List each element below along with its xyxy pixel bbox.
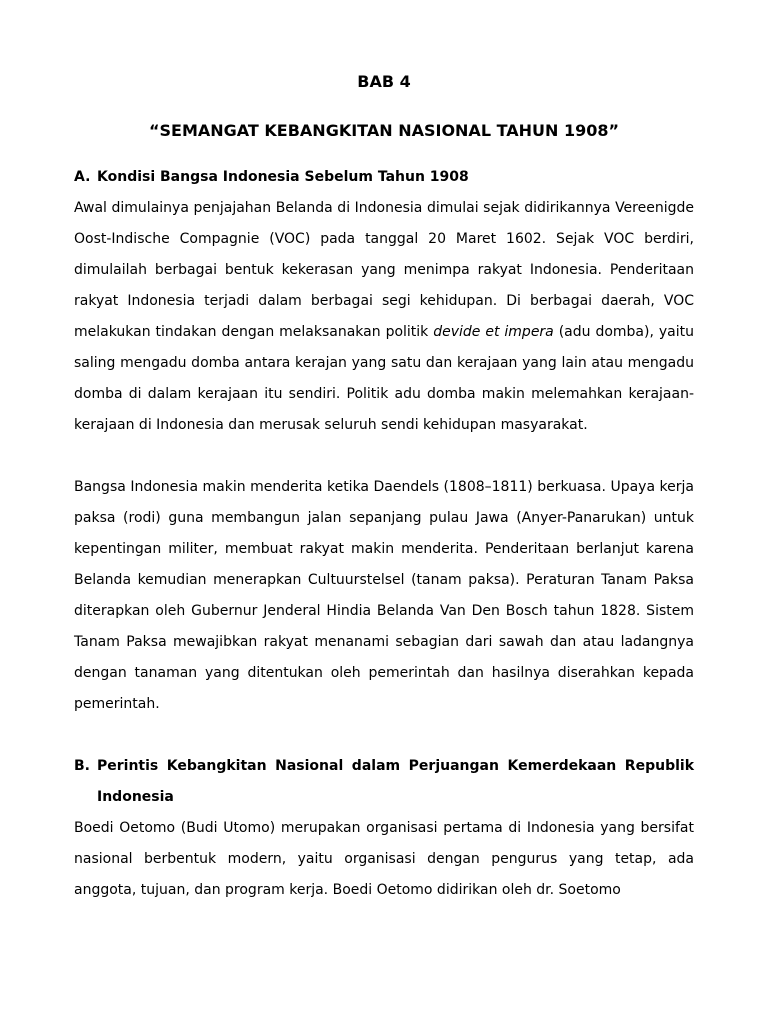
section-b-paragraph-1: Boedi Oetomo (Budi Utomo) merupakan organisasi pertama di Indonesia yang bersifat nasional berbentuk modern, yaitu organisasi dengan pengurus yang tetap, ada anggota, tujuan, dan program kerja. Boedi Oetomo didirikan oleh dr. Soetomo [74, 820, 694, 898]
chapter-title: “SEMANGAT KEBANGKITAN NASIONAL TAHUN 1908” [148, 121, 620, 140]
section-b-letter: B. [74, 758, 90, 774]
chapter-number: BAB 4 [357, 72, 411, 91]
section-a-paragraph-1 [74, 193, 694, 441]
document-page [74, 68, 694, 906]
section-a-heading [74, 162, 694, 193]
section-a-paragraph-1-text-start: Awal dimulainya penjajahan Belanda di Indonesia dimulai sejak didirikannya Vereenigde Oost-Indische Compagnie (VOC) pada tanggal 20 Maret 1602. Sejak VOC berdiri, dimulailah berbagai bentuk kekerasan yang menimpa rakyat Indonesia. Penderitaan rakyat Indonesia terjadi dalam berbagai segi kehidupan. Di berbagai daerah, VOC melakukan tindakan dengan melaksanakan politik [74, 200, 694, 340]
section-b-title: Perintis Kebangkitan Nasional dalam Perjuangan Kemerdekaan Republik Indonesia [97, 758, 694, 805]
section-a-paragraph-1-italic-term: devide et impera [433, 324, 554, 340]
section-b-heading [74, 751, 694, 813]
section-a-letter: A. [74, 169, 91, 185]
section-a-paragraph-2: Bangsa Indonesia makin menderita ketika Daendels (1808–1811) berkuasa. Upaya kerja paksa (rodi) guna membangun jalan sepanjang pulau Jawa (Anyer-Panarukan) untuk kepentingan militer, membuat rakyat makin menderita. Penderitaan berlanjut karena Belanda kemudian menerapkan Cultuurstelsel (tanam paksa). Peraturan Tanam Paksa diterapkan oleh Gubernur Jenderal Hindia Belanda Van Den Bosch tahun 1828. Sistem Tanam Paksa mewajibkan rakyat menanami sebagian dari sawah dan atau ladangnya dengan tanaman yang ditentukan oleh pemerintah dan hasilnya diserahkan kepada pemerintah. [74, 479, 694, 712]
section-a-paragraph-1-text-end: (adu domba), yaitu saling mengadu domba antara kerajan yang satu dan kerajaan yang lain atau mengadu domba di dalam kerajaan itu sendiri. Politik adu domba makin melemahkan kerajaan-kerajaan di Indonesia dan merusak seluruh sendi kehidupan masyarakat. [74, 324, 694, 433]
section-a-title: Kondisi Bangsa Indonesia Sebelum Tahun 1908 [97, 169, 469, 185]
